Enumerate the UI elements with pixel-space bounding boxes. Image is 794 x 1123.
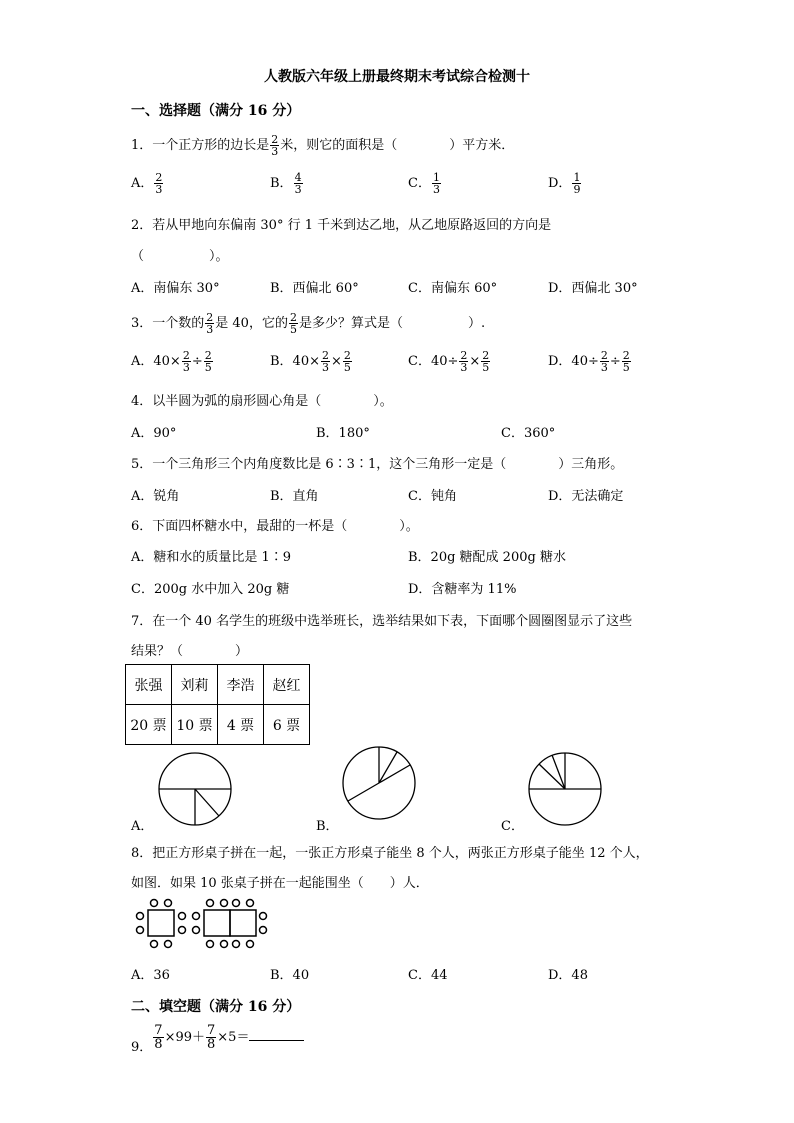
vote-table-value-row bbox=[126, 705, 310, 745]
q8-option-b[interactable]: B．40 bbox=[270, 968, 310, 983]
table-cell: 10 票 bbox=[172, 705, 218, 745]
q5-option-a[interactable]: A．锐角 bbox=[131, 489, 180, 504]
q8-option-c[interactable]: C．44 bbox=[408, 968, 448, 983]
q7-option-c[interactable]: C． bbox=[501, 819, 524, 834]
table-cell: 6 票 bbox=[264, 705, 310, 745]
table-cell: 刘莉 bbox=[172, 665, 218, 705]
q6-option-a[interactable]: A．糖和水的质量比是 1∶9 bbox=[131, 550, 292, 565]
q6-option-c[interactable]: C．200g 水中加入 20g 糖 bbox=[131, 582, 290, 597]
q2-option-c[interactable]: C．南偏东 60° bbox=[408, 281, 498, 296]
table-cell: 李浩 bbox=[218, 665, 264, 705]
q4-option-b[interactable]: B．180° bbox=[316, 426, 370, 441]
q2-text-line2: （ ）。 bbox=[131, 249, 229, 264]
question-9: 9． $\frac{7}{8}$ ×99＋ $\frac{7}{8}$ ×5＝ bbox=[131, 1024, 304, 1055]
section-1-heading: 一、选择题（满分 16 分） bbox=[131, 103, 301, 119]
q2-option-a[interactable]: A．南偏东 30° bbox=[131, 281, 220, 296]
q8-option-a[interactable]: A．36 bbox=[131, 968, 170, 983]
table-cell: 张强 bbox=[126, 665, 172, 705]
q2-option-d[interactable]: D．西偏北 30° bbox=[548, 281, 638, 296]
q3-option-b[interactable]: B．40× $\frac{2}{3}$ × $\frac{2}{5}$ bbox=[270, 349, 351, 374]
q2-option-b[interactable]: B．西偏北 60° bbox=[270, 281, 359, 296]
q3-option-a[interactable]: A．40× $\frac{2}{3}$ ÷ $\frac{2}{5}$ bbox=[131, 349, 212, 374]
q7-text-line2: 结果？（ ） bbox=[131, 644, 249, 659]
q2-text-line1: 2．若从甲地向东偏南 30° 行 1 千米到达乙地，从乙地原路返回的方向是 bbox=[131, 218, 552, 233]
table-seating-figure bbox=[136, 898, 266, 952]
question-3: 3．一个数的 $\frac{2}{3}$ 是 40，它的 $\frac{2}{5}$ 是多少？算式是（ ）. bbox=[131, 311, 486, 336]
q6-option-d[interactable]: D．含糖率为 11% bbox=[408, 582, 517, 597]
q3-option-c[interactable]: C．40÷ $\frac{2}{3}$ × $\frac{2}{5}$ bbox=[408, 349, 490, 374]
q1-option-d[interactable]: D． $\frac{1}{9}$ bbox=[548, 171, 581, 196]
q1-text-pre: 1．一个正方形的边长是 bbox=[131, 138, 270, 153]
q5-option-c[interactable]: C．钝角 bbox=[408, 489, 457, 504]
q6-option-b[interactable]: B．20g 糖配成 200g 糖水 bbox=[408, 550, 566, 565]
q3-option-d[interactable]: D．40÷ $\frac{2}{3}$ ÷ $\frac{2}{5}$ bbox=[548, 349, 630, 374]
q4-text: 4．以半圆为弧的扇形圆心角是（ ）。 bbox=[131, 394, 393, 409]
q8-text-line1: 8．把正方形桌子拼在一起，一张正方形桌子能坐 8 个人，两张正方形桌子能坐 12 个人， bbox=[131, 846, 649, 861]
table-cell: 4 票 bbox=[218, 705, 264, 745]
vote-table bbox=[125, 664, 310, 745]
q5-option-d[interactable]: D．无法确定 bbox=[548, 489, 624, 504]
q9-answer-blank[interactable] bbox=[249, 1028, 304, 1041]
q4-option-c[interactable]: C．360° bbox=[501, 426, 556, 441]
question-1 bbox=[131, 134, 514, 157]
q1-fraction: $\frac{2}{3}$ bbox=[271, 133, 279, 158]
q6-text: 6．下面四杯糖水中，最甜的一杯是（ ）。 bbox=[131, 519, 419, 534]
q1-text-post: 米，则它的面积是（ ）平方米． bbox=[280, 138, 515, 153]
q4-option-a[interactable]: A．90° bbox=[131, 426, 177, 441]
q8-text-line2: 如图．如果 10 张桌子拼在一起能围坐（ ）人． bbox=[131, 876, 429, 891]
q8-option-d[interactable]: D．48 bbox=[548, 968, 588, 983]
table-cell: 赵红 bbox=[264, 665, 310, 705]
page-title: 人教版六年级上册最终期末考试综合检测十 bbox=[264, 69, 530, 85]
pie-option-a-figure[interactable] bbox=[158, 752, 238, 832]
q1-option-b[interactable]: B． $\frac{4}{3}$ bbox=[270, 171, 302, 196]
q5-option-b[interactable]: B．直角 bbox=[270, 489, 319, 504]
pie-option-c-figure[interactable] bbox=[528, 752, 608, 832]
q7-text-line1: 7．在一个 40 名学生的班级中选举班长，选举结果如下表，下面哪个圆圈图显示了这些 bbox=[131, 614, 633, 629]
q1-option-c[interactable]: C． $\frac{1}{3}$ bbox=[408, 171, 440, 196]
vote-table-header-row bbox=[126, 665, 310, 705]
section-2-heading: 二、填空题（满分 16 分） bbox=[131, 999, 301, 1015]
q5-text: 5．一个三角形三个内角度数比是 6∶3∶1，这个三角形一定是（ ）三角形。 bbox=[131, 457, 624, 472]
q7-option-b[interactable]: B． bbox=[316, 819, 339, 834]
q7-option-a[interactable]: A． bbox=[131, 819, 154, 834]
table-cell: 20 票 bbox=[126, 705, 172, 745]
pie-option-b-figure[interactable] bbox=[342, 746, 422, 826]
q1-option-a[interactable]: A． $\frac{2}{3}$ bbox=[131, 171, 163, 196]
